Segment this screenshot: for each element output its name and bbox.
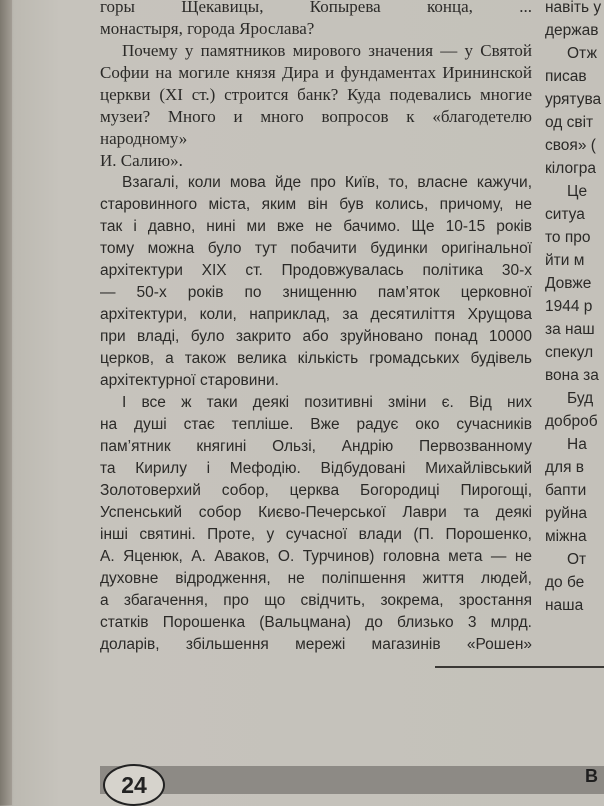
text-line: од світ <box>545 114 594 131</box>
text-line: міжна <box>545 528 587 545</box>
text-line: На <box>567 436 587 453</box>
text-line: наша <box>545 597 584 614</box>
text-line: а збагачення, про що свідчить, зокрема, зростання <box>100 592 532 609</box>
text-line: архітектурної старовини. <box>100 372 279 389</box>
text-line: до бе <box>545 574 585 591</box>
text-line: кілогра <box>545 160 596 177</box>
russian-paragraphs <box>100 0 532 172</box>
text-line: при владі, було закрито або зруйновано понад 10000 <box>100 328 532 345</box>
text-line: держав <box>545 22 599 39</box>
text-line: церков, а також велика кількість громадських будівель <box>100 350 532 367</box>
text-line: горы Щекавицы, Копырева конца, ... <box>100 0 532 16</box>
text-line: 1944 р <box>545 298 593 315</box>
text-line: Довже <box>545 275 592 292</box>
text-line: архітектури XIX ст. Продовжувалась політика 30-х <box>100 262 532 279</box>
text-line: тому можна було тут побачити будинки оригінальної <box>100 240 532 257</box>
text-line: інші святині. Проте, у сучасної влади (П. Порошенко, <box>100 526 532 543</box>
text-line: — 50-х років по знищенню пам’яток церковної <box>100 284 532 301</box>
text-line: писав <box>545 68 587 85</box>
text-line: для в <box>545 459 585 476</box>
text-line: за наш <box>545 321 595 338</box>
text-line: руйна <box>545 505 588 522</box>
text-line: на душі стає тепліше. Вже радує око сучасників <box>100 416 532 433</box>
text-line: статків Порошенка (Вальцмана) до близько 3 млрд. <box>100 614 532 631</box>
text-line: І все ж таки деякі позитивні зміни є. Від них <box>122 394 532 411</box>
text-line: ситуа <box>545 206 585 223</box>
text-line: та Кирилу і Мефодію. Відбудовані Михайлівський <box>100 460 532 477</box>
right-text-column-cropped <box>545 0 604 617</box>
text-line: навіть у <box>545 0 602 16</box>
text-line: доларів, збільшення мережі магазинів «Рошен» <box>100 636 532 653</box>
book-spine-edge <box>0 0 12 805</box>
text-line: старовинного міста, яким він був колись, причому, не <box>100 196 532 213</box>
page-number: 24 <box>103 764 165 806</box>
text-line: своя» ( <box>545 137 596 154</box>
footer-bar <box>100 766 604 794</box>
text-line: доброб <box>545 413 598 430</box>
text-line: Софии на могиле князя Дира и фундаментах Ирининской <box>100 63 532 82</box>
text-line: монастыря, города Ярослава? <box>100 19 315 38</box>
text-line: пам’ятник княгині Ользі, Андрію Первозванному <box>100 438 532 455</box>
text-line: бапти <box>545 482 587 499</box>
text-line: И. Салию». <box>100 151 183 170</box>
text-line: От <box>567 551 587 568</box>
text-line: музеи? Много и много вопросов к «благодетелю народному» <box>100 107 532 148</box>
text-line: Почему у памятников мирового значения — у Святой <box>122 41 532 60</box>
text-line: Отж <box>567 45 598 62</box>
text-line: вона за <box>545 367 599 384</box>
text-line: Це <box>567 183 588 200</box>
ukrainian-paragraphs <box>100 172 532 656</box>
text-line: Успенський собор Києво-Печерської Лаври та деякі <box>100 504 532 521</box>
text-line: Золотоверхий собор, церква Богородиці Пирогощі, <box>100 482 532 499</box>
footnote-rule <box>435 666 604 668</box>
left-text-column <box>100 0 532 656</box>
text-line: урятува <box>545 91 602 108</box>
text-line: йти м <box>545 252 585 269</box>
text-line: церкви (XI ст.) строится банк? Куда подевались многие <box>100 85 532 104</box>
section-letter: В <box>585 766 598 786</box>
text-line: архітектури, коли, наприклад, за десятиліття Хрущова <box>100 306 532 323</box>
text-line: А. Яценюк, А. Аваков, О. Турчинов) головна мета — не <box>100 548 532 565</box>
text-line: так і давно, нині ми вже не бачимо. Ще 10-15 років <box>100 218 532 235</box>
text-line: Буд <box>567 390 594 407</box>
text-line: Взагалі, коли мова йде про Київ, то, власне кажучи, <box>122 174 532 191</box>
text-line: духовне відродження, не поліпшення життя людей, <box>100 570 532 587</box>
text-line: то про <box>545 229 591 246</box>
text-line: спекул <box>545 344 594 361</box>
